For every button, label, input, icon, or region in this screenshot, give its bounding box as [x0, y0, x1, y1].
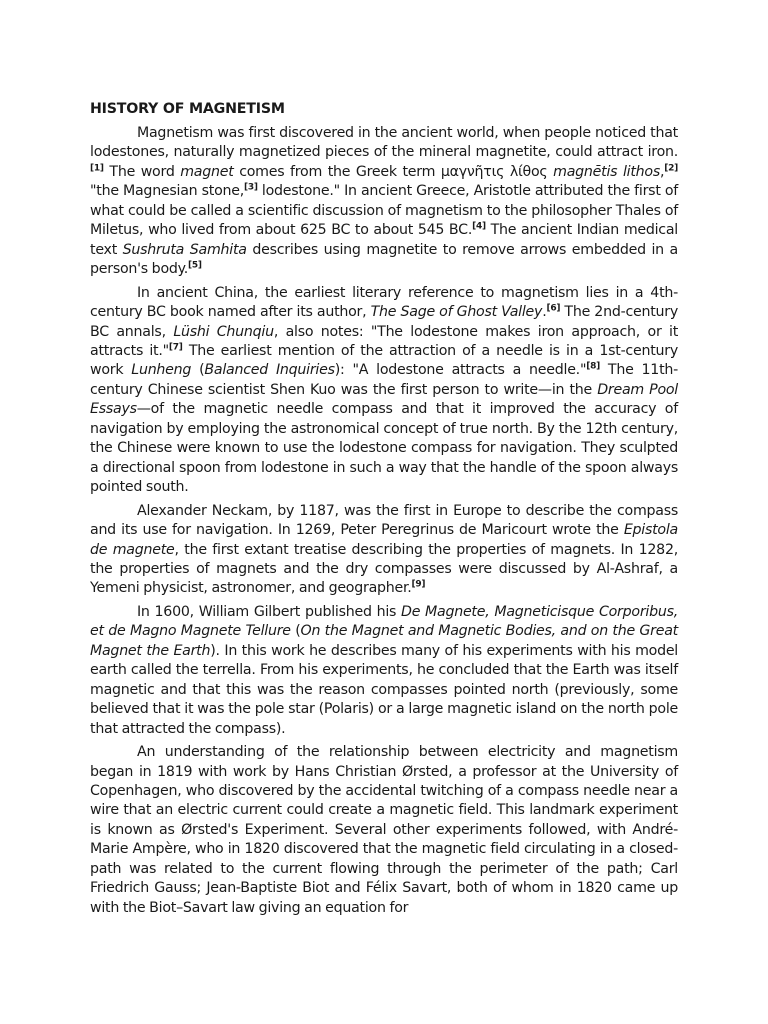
text-run: Alexander Neckam, by 1187, was the first in Europe to describe the compass and its use for navigation. In 1269, Peter Peregrinus de Maricourt wrote the	[90, 502, 678, 539]
citation-ref[interactable]: [2]	[664, 163, 678, 174]
italic-text: Epistola de magnete	[90, 522, 678, 558]
text-run: , also notes: "The lodestone makes iron approach, or it attracts it."	[90, 323, 679, 359]
italic-text: On the Magnet and Magnetic Bodies, and on the Great Magnet the Earth	[90, 623, 678, 659]
document-page	[90, 98, 678, 922]
text-run: , the first extant treatise describing the properties of magnets. In 1282, the properties of magnets and the dry compasses were discussed by Al-Ashraf, a Yemeni physicist, astronomer, and geographer.	[90, 541, 678, 597]
italic-text: Balanced Inquiries	[204, 362, 335, 379]
text-run: (	[191, 362, 205, 379]
text-run: The 2nd-century BC annals,	[90, 304, 679, 340]
citation-ref[interactable]: [4]	[472, 221, 486, 232]
citation-ref[interactable]: [6]	[546, 303, 561, 314]
text-run: "the Magnesian stone,	[90, 183, 244, 200]
italic-text: Sushruta Samhita	[122, 241, 247, 258]
text-run: .	[542, 304, 547, 321]
text-run: The earliest mention of the attraction of a needle is in a 1st-century work	[90, 342, 678, 379]
text-run: The 11th-century Chinese scientist Shen Kuo was the first person to write—in the	[90, 362, 678, 398]
paragraph	[90, 124, 678, 280]
paragraph	[90, 502, 678, 599]
text-run: Magnetism was first discovered in the ancient world, when people noticed that lodestones, naturally magnetized pieces of the mineral magnetite, could attract iron.	[90, 125, 678, 161]
paragraph	[90, 743, 678, 918]
text-run: (	[290, 623, 301, 640]
document-title: HISTORY OF MAGNETISM	[90, 101, 285, 117]
italic-text: De Magnete, Magneticisque Corporibus, et de Magno Magnete Tellure	[90, 603, 679, 640]
text-run: —of the magnetic needle compass and that it improved the accuracy of navigation by employing the astronomical concept of true north. By the 12th century, the Chinese were known to use the lodestone compass for navigation. They sculpted a directional spoon from lodestone in such a way that the handle of the spoon always pointed south.	[90, 401, 678, 496]
italic-text: Dream Pool Essays	[90, 381, 679, 418]
document-body	[90, 124, 678, 918]
text-run: comes from the Greek term μαγνῆτις λίθος	[233, 163, 554, 180]
citation-ref[interactable]: [9]	[411, 579, 426, 590]
italic-text: Lunheng	[131, 362, 192, 379]
italic-text: magnētis lithos	[553, 163, 660, 180]
text-run: ): "A lodestone attracts a needle."	[334, 362, 587, 379]
text-run: describes using magnetite to remove arrows embedded in a person's body.	[90, 241, 678, 278]
citation-ref[interactable]: [1]	[90, 163, 104, 174]
italic-text: The Sage of Ghost Valley	[370, 304, 543, 321]
text-run: The ancient Indian medical text	[90, 222, 678, 258]
text-run: The word	[103, 163, 181, 180]
citation-ref[interactable]: [8]	[586, 361, 600, 372]
citation-ref[interactable]: [3]	[243, 182, 258, 193]
text-run: ). In this work he describes many of his experiments with his model earth called the terrella. From his experiments, he concluded that the Earth was itself magnetic and that this was the reason compasses pointed north (previously, some believed that it was the pole star (Polaris) or a large magnetic island on the north pole that attracted the compass).	[90, 642, 678, 737]
text-run: In 1600, William Gilbert published his	[137, 603, 402, 620]
paragraph	[90, 603, 678, 739]
paragraph	[90, 284, 678, 498]
italic-text: magnet	[180, 163, 234, 180]
citation-ref[interactable]: [7]	[168, 342, 183, 353]
text-run: In ancient China, the earliest literary reference to magnetism lies in a 4th-century BC book named after its author,	[90, 284, 678, 321]
text-run: An understanding of the relationship between electricity and magnetism began in 1819 with work by Hans Christian Ørsted, a professor at the University of Copenhagen, who discovered by the accidental twitching of a compass needle near a wire that an electric current could create a magnetic field. This landmark experiment is known as Ørsted's Experiment. Several other experiments followed, with André-Marie Ampère, who in 1820 discovered that the magnetic field circulating in a closed-path was related to the current flowing through the perimeter of the path; Carl Friedrich Gauss; Jean-Baptiste Biot and Félix Savart, both of whom in 1820 came up with the Biot–Savart law giving an equation for	[90, 744, 678, 916]
italic-text: Lüshi Chunqiu	[173, 323, 274, 340]
text-run: lodestone." In ancient Greece, Aristotle attributed the first of what could be called a scientific discussion of magnetism to the philosopher Thales of Miletus, who lived from about 625 BC to about 545 BC.	[90, 183, 678, 239]
text-run: ,	[659, 163, 665, 180]
citation-ref[interactable]: [5]	[188, 260, 202, 271]
